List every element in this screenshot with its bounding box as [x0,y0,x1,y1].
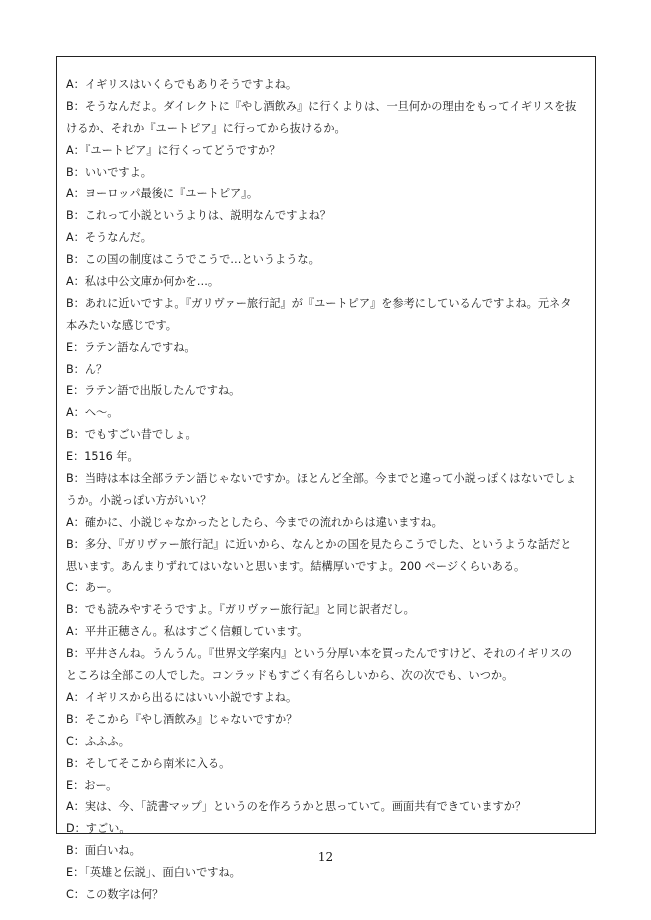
transcript-line: A：実は、今、「読書マップ」というのを作ろうかと思っていて。画面共有できていますか？ [66,800,527,814]
transcript-line: B：そうなんだよ。ダイレクトに『やし酒飲み』に行くよりは、一旦何かの理由をもってイギリスを抜 [66,99,577,113]
transcript-line: B：ん？ [66,362,108,376]
transcript-line: E：「英雄と伝説」、面白いですね。 [66,866,241,880]
transcript-line: うか。小説っぽい方がいい？ [66,493,212,507]
transcript-line: D：すごい。 [66,822,131,836]
transcript-line: B：当時は本は全部ラテン語じゃないですか。ほとんど全部。今までと違って小説っぽくはないでしょ [66,472,577,486]
transcript-line: E：ラテン語で出版したんですね。 [66,384,241,398]
transcript-line: A：へ～。 [66,406,119,420]
transcript-line: B：この国の制度はこうでこうで…というような。 [66,253,320,267]
transcript-line: けるか、それか『ユートピア』に行ってから抜けるか。 [66,121,346,135]
transcript-line: B：そしてそこから南米に入る。 [66,756,231,770]
transcript-line: C：この数字は何？ [66,887,164,901]
transcript-line: ところは全部この人でした。コンラッドもすごく有名らしいから、次の次でも、いつか。 [66,669,514,683]
transcript-line: E：1516 年。 [66,450,139,464]
transcript-line: A：平井正穂さん。私はすごく信頼しています。 [66,625,309,639]
transcript-line: B：面白いね。 [66,844,141,858]
transcript-line: B：いいですよ。 [66,165,152,179]
transcript-line: B：そこから『やし酒飲み』じゃないですか？ [66,712,298,726]
transcript-line: 本みたいな感じです。 [66,318,177,332]
transcript-line: A：そうなんだ。 [66,231,152,245]
transcript-line: B：多分、『ガリヴァー旅行記』に近いから、なんとかの国を見たらこうでした、というような話だと [66,537,572,551]
transcript-line: E：おー。 [66,778,118,792]
transcript-line: B：平井さんね。うんうん。『世界文学案内』という分厚い本を買ったんですけど、それのイギリスの [66,647,572,661]
page-number: 12 [317,850,334,864]
transcript-line: A：ヨーロッパ最後に『ユートピア』。 [66,187,259,201]
transcript-line: A：イギリスから出るにはいい小説ですよね。 [66,690,298,704]
transcript-line: A：確かに、小説じゃなかったとしたら、今までの流れからは違いますね。 [66,515,443,529]
transcript-line: C：ふふふ。 [66,734,130,748]
transcript-line: B：これって小説というよりは、説明なんですよね？ [66,209,331,223]
transcript-line: A：『ユートピア』に行くってどうですか？ [66,143,281,157]
transcript-line: B：でもすごい昔でしょ。 [66,428,197,442]
transcript-line: B：でも読みやすそうですよ。『ガリヴァー旅行記』と同じ訳者だし。 [66,603,415,617]
transcript-line: B：あれに近いですよ。『ガリヴァー旅行記』が『ユートピア』を参考にしているんですよね。元ネタ [66,296,572,310]
transcript-line: A：私は中公文庫か何かを…。 [66,275,220,289]
transcript-lines [66,74,586,906]
transcript-line: C：あー。 [66,581,119,595]
transcript-line: E：ラテン語なんですね。 [66,340,196,354]
transcript-line: 思います。あんまりずれてはいないと思います。結構厚いですよ。200 ページくらいある。 [66,559,526,573]
transcript-line: A：イギリスはいくらでもありそうですよね。 [66,78,298,91]
